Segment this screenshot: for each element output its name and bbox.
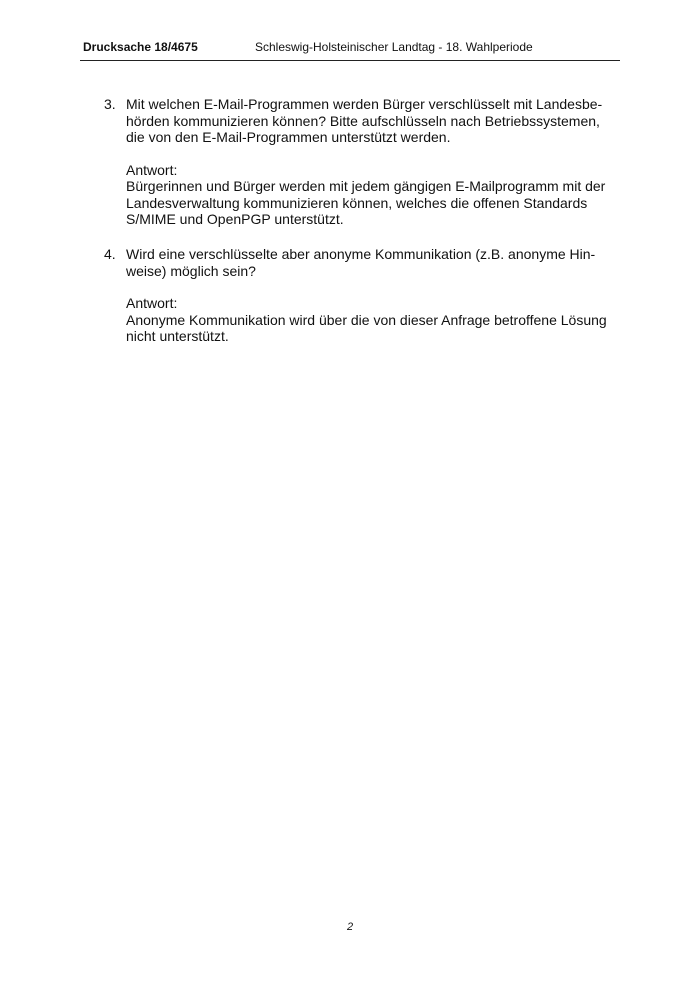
question-number: 4.: [104, 246, 116, 262]
answer-label: Antwort:: [126, 295, 178, 311]
page-header: [80, 40, 620, 61]
answer-line: Bürgerinnen und Bürger werden mit jedem gängigen E-Mailprogramm mit der: [126, 178, 606, 194]
answer-line: nicht unterstützt.: [126, 328, 229, 344]
page-number: 2: [346, 921, 354, 933]
answer-block: [104, 295, 624, 345]
answer-line: Landesverwaltung kommunizieren können, welches die offenen Standards: [126, 194, 588, 211]
document-number: Drucksache 18/4675: [83, 40, 198, 54]
question-line: die von den E-Mail-Programmen unterstützt werden.: [126, 129, 451, 145]
answer-line: Anonyme Kommunikation wird über die von dieser Anfrage betroffene Lösung: [126, 311, 607, 328]
question-line: weise) möglich sein?: [126, 262, 256, 279]
question-text: [104, 96, 624, 146]
question-item-3: [104, 96, 624, 228]
question-item-4: [104, 246, 624, 345]
question-line: hörden kommunizieren können? Bitte aufschlüsseln nach Betriebssystemen,: [126, 112, 600, 129]
answer-label: Antwort:: [126, 161, 178, 178]
question-number: 3.: [104, 96, 116, 112]
answer-line: S/MIME und OpenPGP unterstützt.: [126, 211, 344, 227]
question-line: Wird eine verschlüsselte aber anonyme Kommunikation (z.B. anonyme Hin-: [126, 246, 596, 262]
parliament-name: Schleswig-Holsteinischer Landtag - 18. Wahlperiode: [255, 40, 533, 54]
question-line: Mit welchen E-Mail-Programmen werden Bürger verschlüsselt mit Landesbe-: [126, 96, 603, 112]
question-text: [104, 246, 624, 279]
answer-block: [104, 162, 624, 228]
